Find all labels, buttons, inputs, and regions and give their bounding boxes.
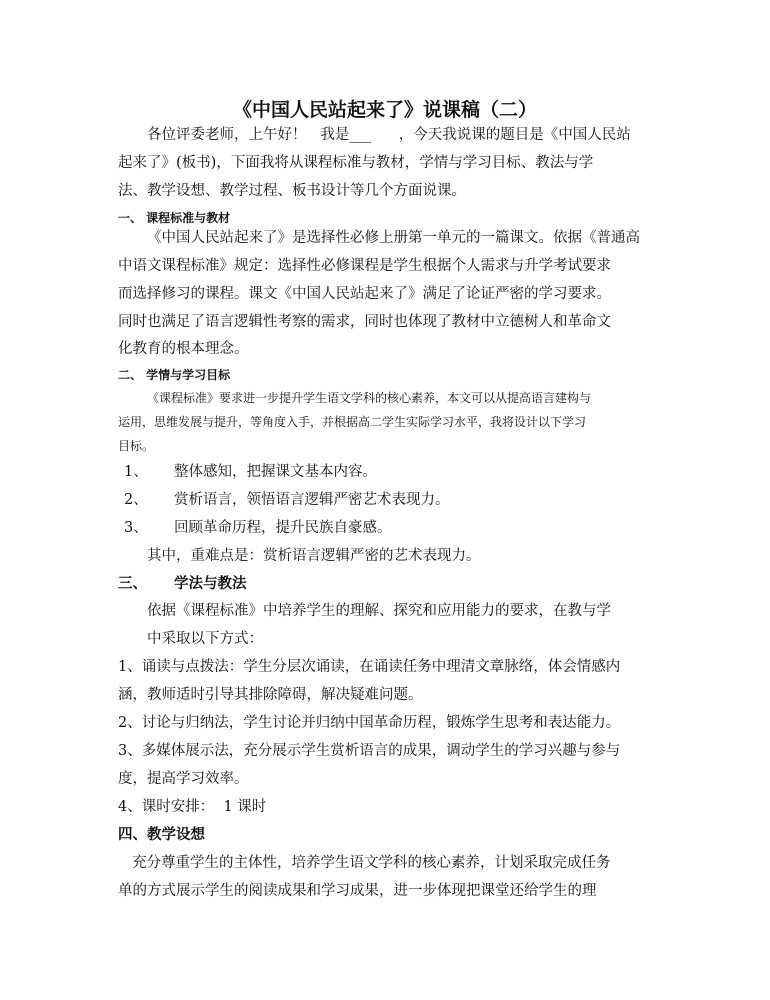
section-1-line-2: 中语文课程标准》规定：选择性必修课程是学生根据个人需求与升学考试要求 xyxy=(118,258,611,274)
section-4-heading: 四、教学设想 xyxy=(118,826,205,843)
intro-line-2: 起来了》(板书)，下面我将从课程标准与教材，学情与学习目标、教法与学 xyxy=(118,155,594,171)
section-1-heading: 一、 课程标准与教材 xyxy=(118,211,231,225)
goal-3-text: 回顾革命历程，提升民族自豪感。 xyxy=(174,520,392,536)
section-3-line-1: 依据《课程标准》中培养学生的理解、探究和应用能力的要求，在教与学 xyxy=(147,603,611,619)
key-point-line: 其中，重难点是：赏析语言逻辑严密的艺术表现力。 xyxy=(147,548,481,564)
intro-line-3: 法、教学设想、教学过程、板书设计等几个方面说课。 xyxy=(118,183,466,199)
section-3-line-4: 涵，教师适时引导其排除障碍，解决疑难问题。 xyxy=(118,687,423,703)
goal-2-number: 2、 xyxy=(124,492,148,508)
section-3-heading-text: 学法与教法 xyxy=(174,575,247,592)
section-1-line-5: 化教育的根本理念。 xyxy=(118,341,249,357)
section-3-line-6: 3、多媒体展示法，充分展示学生赏析语言的成果，调动学生的学习兴趣与参与 xyxy=(118,743,621,759)
intro-line-1: 各位评委老师，上午好！ 我是___ ，今天我说课的题目是《中国人民站 xyxy=(147,127,631,143)
section-3-line-5: 2、讨论与归纳法，学生讨论并归纳中国革命历程，锻炼学生思考和表达能力。 xyxy=(118,715,621,731)
goal-1-text: 整体感知，把握课文基本内容。 xyxy=(174,464,377,480)
goal-1-number: 1、 xyxy=(124,464,148,480)
section-1-line-3: 而选择修习的课程。课文《中国人民站起来了》满足了论证严密的学习要求。 xyxy=(118,286,611,302)
section-4-line-2: 单的方式展示学生的阅读成果和学习成果，进一步体现把课堂还给学生的理 xyxy=(118,883,597,899)
section-3-line-7: 度，提高学习效率。 xyxy=(118,771,249,787)
page-title: 《中国人民站起来了》说课稿（二） xyxy=(232,99,537,121)
section-2-heading: 二、 学情与学习目标 xyxy=(118,368,231,382)
goal-3-number: 3、 xyxy=(124,520,148,536)
section-2-line-2: 运用，思维发展与提升，等角度入手，并根据高二学生实际学习水平，我将设计以下学习 xyxy=(118,415,587,429)
section-1-line-4: 同时也满足了语言逻辑性考察的需求，同时也体现了教材中立德树人和革命文 xyxy=(118,314,611,330)
section-2-line-1: 《课程标准》要求进一步提升学生语文学科的核心素养，本文可以从提高语言建构与 xyxy=(147,391,592,405)
section-1-line-1: 《中国人民站起来了》是选择性必修上册第一单元的一篇课文。依据《普通高 xyxy=(147,230,640,246)
section-3-line-8: 4、课时安排： 1 课时 xyxy=(118,799,267,815)
section-4-line-1: 充分尊重学生的主体性，培养学生语文学科的核心素养，计划采取完成任务 xyxy=(132,855,611,871)
section-2-line-3: 目标。 xyxy=(118,439,155,453)
section-3-heading-number: 三、 xyxy=(118,575,147,592)
goal-2-text: 赏析语言，领悟语言逻辑严密艺术表现力。 xyxy=(174,492,450,508)
section-3-line-3: 1、诵读与点拨法：学生分层次诵读，在诵读任务中理清文章脉络，体会情感内 xyxy=(118,659,621,675)
section-3-line-2: 中采取以下方式： xyxy=(147,631,263,647)
